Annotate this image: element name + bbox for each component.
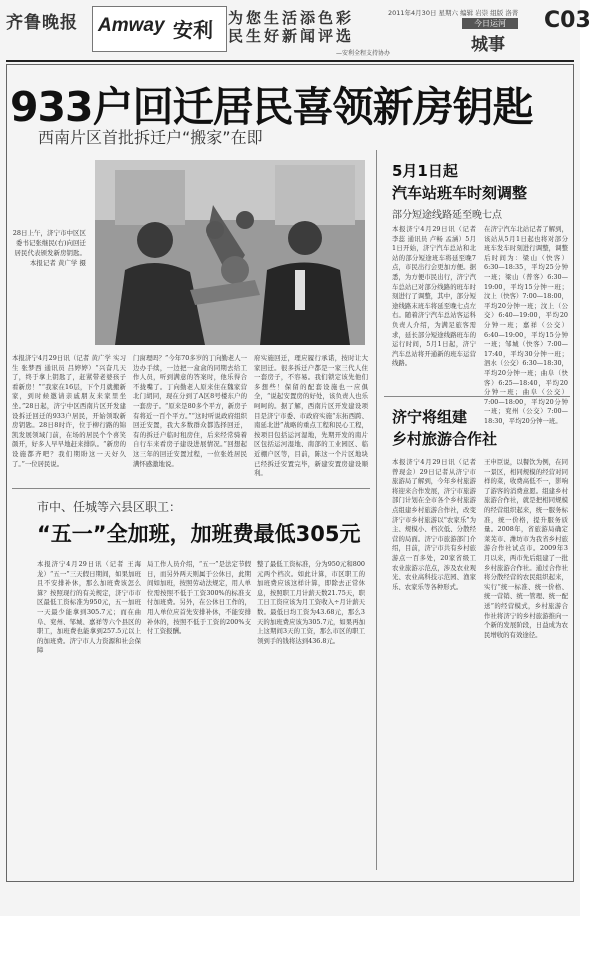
ad-brand: Amway [98,15,165,36]
lead-body-col-2: 门窗理吗？”今年70多岁的丁向勤老人一边办手续，一边把一盒盒的同期去给工作人员，听到满意的答案时，他乐得合不拢嘴了。丁向勤老人原来住在魏家营北门胡同，现在分到了A区8号楼东户的一套房子。“原来是80多个平方，新房子有将近一百个平方。”“这时听说政府组织回迁安置，我大多数群众都选择回迁，有的拆迁户临时租房住，后来经常骑着自行车来看房子建设进展情况。”回想起这三年的回迁安置过程，一位张姓居民满怀感激地说。 [133,354,247,468]
second-body-col-1: 本报济宁4月29日讯（记者 王海龙）“五一”三天假日期间，如果加班且不安排补休，那么加班费该怎么算？按照现行的有关规定，济宁市市区最低工资标准为950元，五一加班一天最少能拿到305.7元；而在曲阜、兖州、邹城、嘉祥等六个县区的职工，加班费也能拿到257.5元以上的加班费。济宁市人力资源和社会保障 [37,560,141,655]
right-story-2-col-a: 本报济宁4月29日讯（记者 曾现金）29日记者从济宁市旅游局了解到，今年乡村旅游将迎来合作发展，济宁市旅游部门计划在全市各个乡村旅游点组建乡村旅游合作社，改变济宁市乡村旅游以“农家乐”为主、规模小、档次低、分散经营的局面。济宁市旅游部门介绍，目前，济宁市共有乡村旅游点一百多处，20家省级工农业旅游示范点，涉及农业观光、农业高科技示范园、渔家乐、农家乐等各种形式。 [392,458,476,591]
amway-ad-banner [92,6,227,52]
page-number: C03 [544,8,591,33]
photo-illustration [95,160,365,345]
right-story-2-headline-a: 济宁将组建 [392,408,468,426]
slogan-line-1: 为您生活添色彩 [228,9,355,27]
newspaper-logo: 齐鲁晚报 [6,13,78,33]
story-divider [12,488,370,489]
header-rule [6,60,574,62]
right-story-1-headline-b: 汽车站班车时刻调整 [392,184,528,202]
right-story-2-col-b: 王申臣说，以餐饮为例，在同一景区，相同规模的经营对同样的菜，收费高低不一，影响了游客的消费意愿。组建乡村旅游合作社，就是把相同规模的经营组织起来，统一服务标准，统一价格，提升服务质量。2008年，省旅游局确定莱芜市、潍坊市为我省乡村旅游合作社试点市。2009年3月以来，两市先后组建了一批乡村旅游合作社。通过合作社将分散经营的农民组织起来，实行“统一标准、统一价格、统一营销、统一管理、统一配送”的经营模式，乡村旅游合作社将济宁的乡村旅游推向一个新的发展阶段，日益成为农民增收的有效途径。 [484,458,568,639]
section-name: 城事 [471,35,505,55]
right-story-1-col-b: 在济宁汽车北站记者了解到，该站从5月1日起也将对部分班车发车时刻进行调整，调整后时间为：梁山（快客）6:30—18:35，平均25分钟一班；梁山（普客）6:30—19:00，平均15分钟一班；汶上（快客）7:00—18:00，平均20分钟一班；汶上（公交）6:40—19:00，平均20分钟一班；嘉祥（公交）6:40—19:00，平均15分钟一班；邹城（快客）7:00—17:40，平均30分钟一班；泗水（公交）6:30—18:30，平均20分钟一班；曲阜（快客）6:25—18:40，平均20分钟一班；曲阜（公交）7:00—18:00，平均20分钟一班；兖州（公交）7:00—18:30，平均20分钟一班。 [484,225,568,425]
second-body-col-2: 局工作人员介绍，“五一”是法定节假日，而另外两天则属于公休日，此期间如加班，按照劳动法规定，用人单位需按照不低于工资300%的标准支付加班费。另外，在公休日工作的，用人单位应首先安排补休，不能安排补休的，按照不低于工资的200%支付工资报酬。 [147,560,251,636]
lead-body-col-3: 府实施回迁，理应履行承诺，按时让大家回迁。很多拆迁户都是一家三代人住一套房子，不容易。我们锁定该先他们多想些！保留的配套设施也一应俱全，“说起安置房的好处，该负责人也乐呵呵的。据了解，西南片区开发建设项目是济宁市委、市政府实施“东拓西跨、南延北进”战略的重点工程和民心工程，按项目包括运河湿地，先期开发的南片区包括运河湿地、南部的工业园区、临近棚户区等，目前，陈这一个片区地块已经拆迁安置完毕，新建安置房建设顺利。 [254,354,368,478]
right-story-2-headline-b: 乡村旅游合作社 [392,430,498,448]
photo-caption: 28日上午，济宁市中区区委书记张继民(右)向回迁居民代表颁发新房钥匙。本报记者 黄广学 摄 [12,229,86,267]
second-kicker: 市中、任城等六县区职工： [37,500,182,514]
section-tag: 今日运河 [462,18,518,29]
date-line: 2011年4月30日 星期六 编辑 岩崇 组版 洛菁 [388,9,519,17]
lead-subheadline: 西南片区首批拆迁户“搬家”在即 [38,128,263,147]
bottom-margin [0,916,580,975]
campaign-slogan [228,9,376,45]
lead-headline: 933户回迁居民喜领新房钥匙 [10,83,533,131]
right-story-1-col-a: 本报济宁4月29日讯（记者 李蕊 通讯员 卢畅 孟涵）5月1日开始，济宁汽车总站和北站的部分短途班车将延至晚7点，市民出行会更加方便。据悉，为方便市民出行，济宁汽车总站已对部分线路的班车时刻进行了调整，其中，部分短途线路末班车将延至晚七点左右。随着济宁汽车总站客运科负责人介绍，为满足旅客需求，延长部分短途线路班车的运行时间，5月1日起，济宁汽车总站将开通新的班车运营线路。 [392,225,476,368]
lead-body-col-1: 本报济宁4月29日讯（记者 黄广学 实习生 张梦西 通讯员 吕婷婷）“兴奋几天了，终于拿上钥匙了，赶紧带老婆孩子看新房！”“我家在16层，下个月就搬新家，到时候邀请亲戚朋友来家里坐坐。”28日起，济宁中区西南片区开发建设拆迁回迁的933户居民，开始领取新房钥匙。28日8时许，位于柳行路的锦凯发展领域门前，在场的居民个个喜笑颜开，好多人早早地赶来排队。“新房的设施都齐吧？我们期盼这一天好久了。”一位居民说。 [12,354,126,468]
column-divider [376,150,377,870]
second-headline: “五一”全加班，加班费最低305元 [37,522,361,546]
lead-photo [95,160,365,345]
slogan-line-2: 民生好新闻评选 [228,27,355,45]
slogan-subtitle: —安利全程支持协办 [336,50,391,57]
masthead [6,6,591,58]
second-body-col-3: 整了最低工资标准，分为950元和800元两个档次。如此计算，市区职工的加班费应该这样计算，即除去正常休息，按照职工月计薪天数21.75天，职工日工资应该为月工资收入÷月计薪天数。最低日均工资为43.68元，那么3天的加班费应该为305.7元，如果再加上这期间3天的工资，那么市区的职工领到手的钱将达到436.8元。 [257,560,365,645]
right-story-1-headline-a: 5月1日起 [392,162,458,180]
right-story-1-subheadline: 部分短途线路延至晚七点 [392,210,502,221]
right-story-divider [384,396,570,397]
ad-brand-cn: 安利 [173,18,213,42]
